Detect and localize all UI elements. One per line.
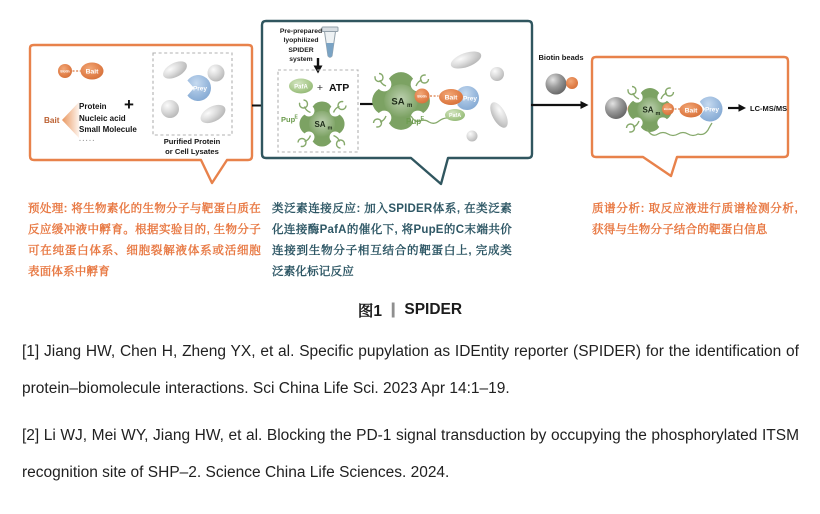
sa-label: SA [642, 105, 654, 115]
purified-line2: or Cell Lysates [165, 147, 219, 156]
kit-label-line2: lyophilized [283, 37, 319, 45]
figure-caption [0, 299, 820, 321]
protein-blob [467, 131, 478, 142]
prey-label: Prey [462, 95, 478, 103]
figure-number: 图1 [357, 303, 383, 320]
bait-type-item: Small Molecule [79, 125, 137, 135]
kit-label-line3: SPIDER system [288, 46, 314, 63]
sa-label: SA [391, 96, 405, 108]
kit-label [278, 27, 324, 64]
flow-connector-2 [531, 101, 589, 109]
annotation-pupylation: 类泛素连接反应: 加入SPIDER体系, 在类泛素化连接酶PafA的催化下, 将PupE的C末端共价连接到生物分子相互结合的靶蛋白上, 完成类泛素化标记反应 [272, 203, 512, 278]
sa-sub-label: m [407, 103, 413, 109]
reference-2: [2] Li WJ, Mei WY, Jiang HW, et al. Blocking the PD-1 signal transduction by occupying the phosphorylated ITSM recognition site of SHP–2. Science China Life Sciences. 2024. [22, 427, 799, 481]
bait-type-item: Protein [79, 102, 107, 111]
pup-sup-label: E [420, 116, 425, 122]
pafa-label: PafA [294, 84, 308, 91]
bait-type-ellipsis: ····· [79, 137, 96, 145]
bait-label: Bait [444, 94, 458, 102]
plus-sign: + [316, 82, 324, 94]
protein-blob [161, 100, 179, 118]
protein-blob [208, 65, 225, 82]
plus-sign: + [124, 95, 134, 114]
pup-label: Pup [281, 115, 296, 124]
pup-label: Pup [406, 117, 422, 126]
bait-label: Bait [85, 68, 99, 76]
biotin-label: Biotin [663, 107, 673, 112]
lcmsms-label: LC-MS/MS [750, 104, 788, 113]
protein-blob [490, 67, 504, 81]
bead-icon [605, 97, 627, 119]
bait-label: Bait [684, 107, 698, 115]
sa-sub-label: m [327, 125, 333, 132]
biotin-label: Biotin [60, 69, 70, 74]
annotation-ms-analysis: 质谱分析: 取反应液进行质谱检测分析, 获得与生物分子结合的靶蛋白信息 [592, 203, 798, 236]
purified-protein-label [150, 137, 234, 157]
atp-label: ATP [329, 82, 350, 94]
biotin-beads-label: Biotin beads [538, 53, 584, 62]
reference-1: [1] Jiang HW, Chen H, Zheng YX, et al. Specific pupylation as IDEntity reporter (SPIDER) for the identification of protein–biomolecule interactions. Sci China Life Sci. 2023 Apr 14:1–19. [22, 343, 799, 397]
purified-line1: Purified Protein [163, 137, 221, 146]
annotation-pretreatment: 预处理: 将生物素化的生物分子与靶蛋白质在反应缓冲液中孵育。根据实验目的, 生物分子可在纯蛋白体系、细胞裂解液体系或活细胞表面体系中孵育 [28, 203, 261, 278]
biotin-label: Biotin [417, 94, 427, 99]
bait-type-item: Nucleic acid [79, 113, 126, 123]
pafa-label: PafA [448, 113, 462, 120]
biotin-icon [566, 77, 578, 89]
pup-sup-label: E [294, 114, 298, 121]
bead-icon [546, 74, 567, 95]
caption-separator: | [390, 301, 397, 318]
prey-label: Prey [192, 85, 208, 93]
reference-list [22, 334, 799, 502]
sa-label: SA [314, 120, 326, 129]
figure-title: SPIDER [404, 301, 463, 318]
sa-sub-label: m [655, 111, 661, 117]
kit-label-line1: Pre-prepared [279, 28, 323, 35]
bait-category-label: Bait [44, 116, 60, 125]
prey-label: Prey [704, 106, 720, 114]
